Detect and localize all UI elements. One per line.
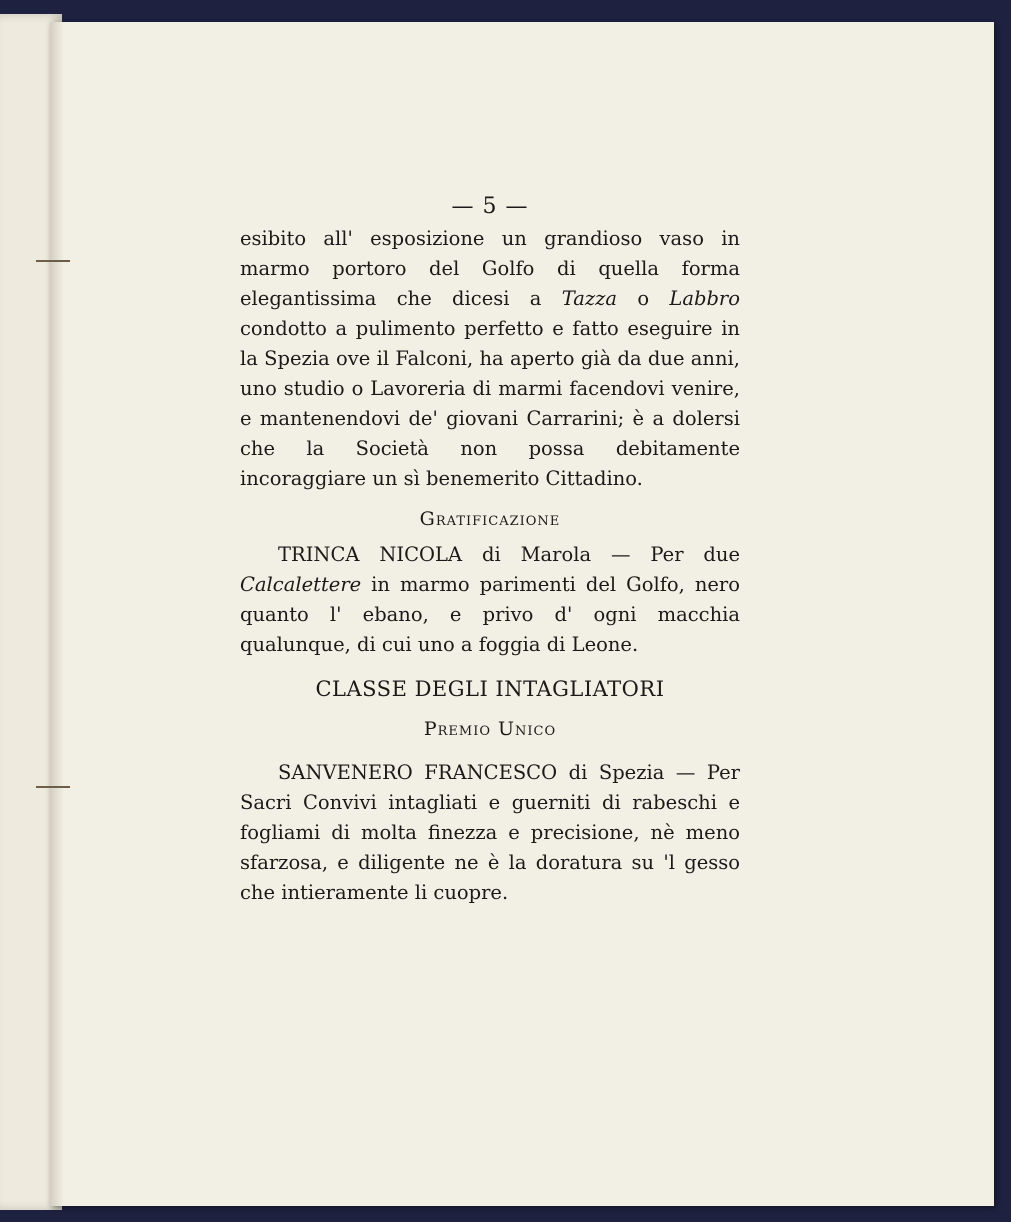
italic-term: Tazza [561, 287, 618, 310]
italic-term: Calcalettere [240, 573, 362, 596]
paragraph-text: in marmo parimenti del Golfo, nero quanto l' ebano, e privo d' ogni macchia qualunque, di cui uno a foggia di Leone. [240, 573, 740, 656]
paragraph-text: esibito all' esposizione un grandioso vaso in marmo portoro del Golfo di quella forma elegantissima che dicesi a [240, 227, 740, 310]
section-heading-classe: CLASSE DEGLI INTAGLIATORI [315, 677, 665, 701]
page-text [240, 192, 740, 908]
section-heading-premio: Premio Unico [423, 718, 557, 740]
spacer [240, 750, 740, 758]
paragraph-falconi [240, 224, 740, 494]
paragraph-text: condotto a pulimento perfetto e fatto eseguire in la Spezia ove il Falconi, ha aperto già da due anni, uno studio o Lavoreria di marmi facendovi venire, e mantenendovi de' giovani Carrarini; è a dolersi che la Società non possa debitamente incoraggiare un sì benemerito Cittadino. [240, 317, 740, 490]
paragraph-trinca [240, 540, 740, 660]
paragraph-text: o [617, 287, 670, 310]
binding-stitch [36, 260, 70, 262]
paragraph-sanvenero: SANVENERO FRANCESCO di Spezia — Per Sacri Convivi intagliati e guerniti di rabeschi e fogliami di molta finezza e precisione, nè meno sfarzosa, e diligente ne è la doratura su 'l gesso che intieramente li cuopre. [240, 761, 740, 904]
gutter-shadow [50, 22, 64, 1206]
book-page [50, 22, 994, 1206]
paragraph-text: TRINCA NICOLA di Marola — Per due [278, 543, 740, 566]
binding-stitch [36, 786, 70, 788]
italic-term: Labbro [669, 287, 740, 310]
section-heading-gratificazione: Gratificazione [419, 508, 561, 530]
page-number: — 5 — [451, 194, 529, 219]
